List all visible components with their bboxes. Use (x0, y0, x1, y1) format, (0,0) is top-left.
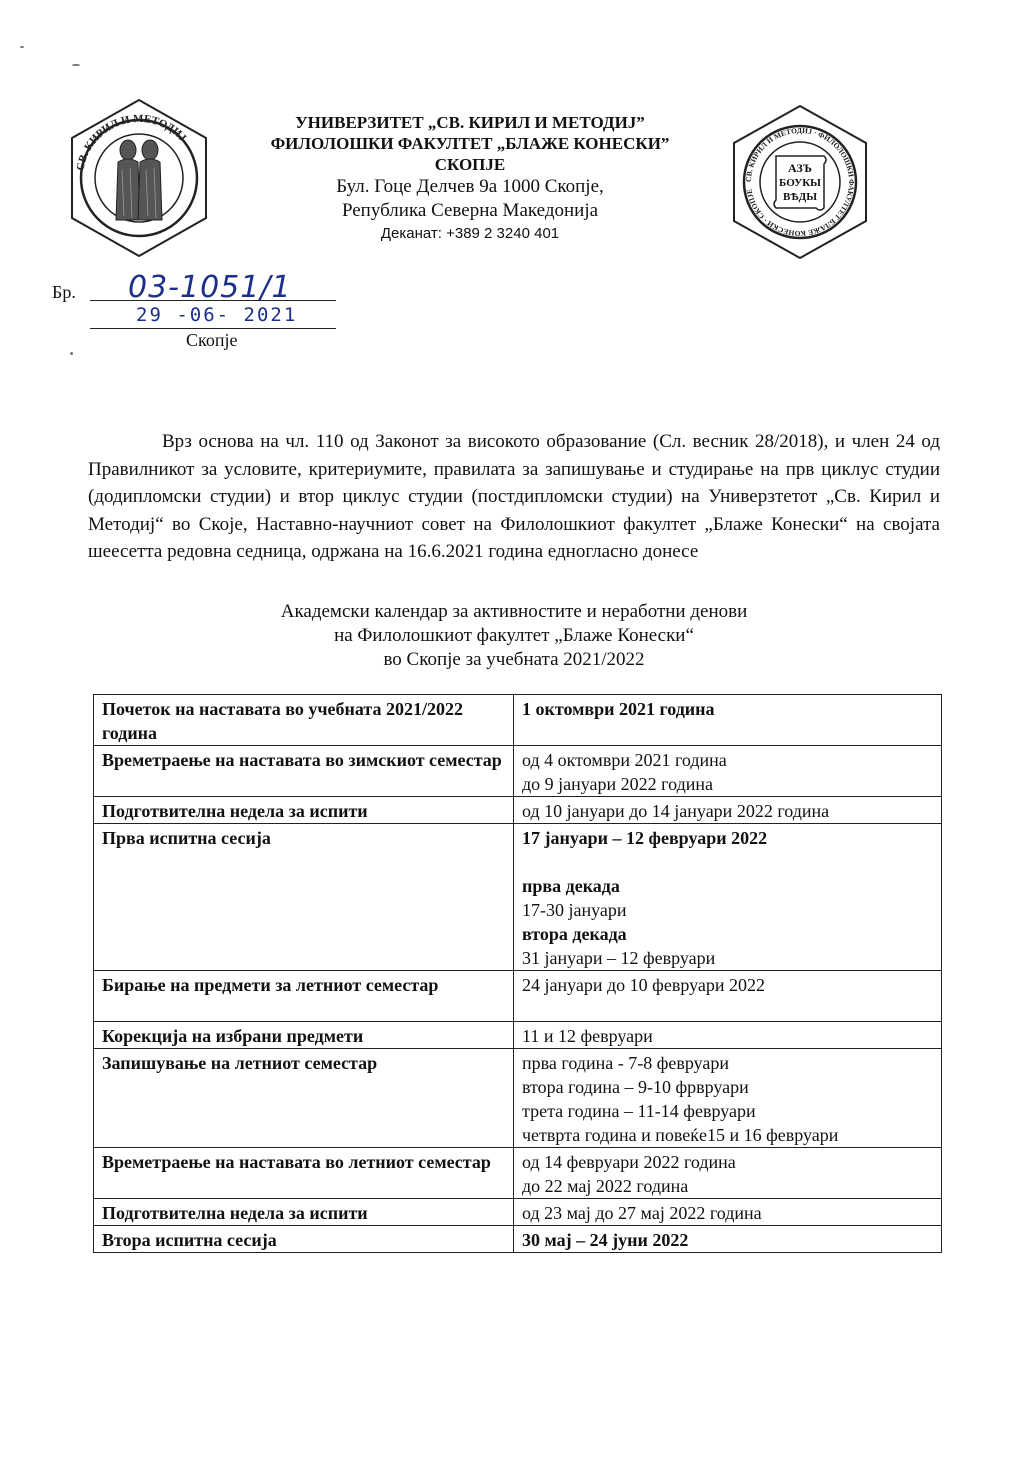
row-label: Бирање на предмети за летниот семестар (94, 971, 514, 1022)
table-row (94, 971, 942, 1022)
row-value (514, 1148, 942, 1199)
value-line: од 4 октомври 2021 година (522, 750, 727, 770)
registration-date-stamp: 29 -06- 2021 (136, 304, 298, 326)
table-row (94, 1199, 942, 1226)
value-line: до 9 јануари 2022 година (522, 774, 713, 794)
country: Република Северна Македонија (341, 200, 599, 221)
registration-place: Скопје (186, 330, 238, 350)
value-line: до 22 мај 2022 година (522, 1176, 689, 1196)
address: Бул. Гоце Делчев 9а 1000 Скопје, (336, 176, 604, 197)
row-value (514, 797, 942, 824)
table-row (94, 746, 942, 797)
value-line: 31 јануари – 12 февруари (522, 948, 716, 968)
scroll-line-3: ВѢДЫ (782, 191, 818, 203)
row-value (514, 746, 942, 797)
row-label: Корекција на избрани предмети (94, 1022, 514, 1049)
value-line: прва декада (522, 876, 620, 896)
calendar-title (88, 600, 940, 672)
row-label: Времетраење на наставата во зимскиот семестар (94, 746, 514, 797)
calendar-title-line: на Филолошкиот факултет „Блаже Конески“ (334, 625, 694, 646)
value-line: трета година – 11-14 февруари (522, 1101, 756, 1121)
registration-line (90, 300, 336, 301)
table-row (94, 1226, 942, 1253)
phone: Деканат: +389 2 3240 401 (380, 225, 560, 242)
value-line: од 10 јануари до 14 јануари 2022 година (522, 801, 830, 821)
table-row (94, 695, 942, 746)
table-row (94, 797, 942, 824)
value-line (522, 850, 933, 874)
row-label: Почеток на наставата во учебната 2021/2022 година (94, 695, 514, 746)
value-line: 17 јануари – 12 февруари 2022 (522, 828, 768, 848)
university-name: УНИВЕРЗИТЕТ „СВ. КИРИЛ И МЕТОДИЈ” (295, 113, 645, 132)
value-line: 17-30 јануари (522, 900, 627, 920)
row-value (514, 824, 942, 971)
scroll-line-1: АЗЪ (788, 161, 812, 175)
row-value (514, 1226, 942, 1253)
registration-number: 03-1051/1 (128, 270, 292, 305)
value-line: 24 јануари до 10 февруари 2022 (522, 975, 765, 995)
table-row (94, 1022, 942, 1049)
scroll-line-2: БОУКЫ (779, 177, 821, 189)
row-value (514, 1022, 942, 1049)
value-line: втора декада (522, 924, 627, 944)
registration-prefix: Бр. (52, 282, 76, 302)
row-label: Прва испитна сесија (94, 824, 514, 971)
intro-paragraph: Врз основа на чл. 110 од Законот за високото образование (Сл. весник 28/2018), и член 24 од Правилникот за условите, критериумите, правилата за запишување и студирање на прв циклус студии (додипломски студии) и втор циклус студии (постдипломски студии) на Универзтетот „Св. Кирил и Методиј“ во Скоје, Наставно-научниот совет на Филолошкиот факултет „Блаже Конески“ на својата шеесетта редовна седница, одржана на 16.6.2021 година едногласно донесе (88, 431, 940, 563)
value-line: втора година – 9-10 фрвруари (522, 1077, 749, 1097)
row-value (514, 1049, 942, 1148)
logo-ring-text: СВ. КИРИЛ И МЕТОДИЈ · ФИЛОЛОШКИ ФАКУЛТЕТ БЛАЖЕ КОНЕСКИ · СКОПЈЕ (743, 125, 857, 239)
value-line: прва година - 7-8 февруари (522, 1053, 729, 1073)
registration-line (90, 328, 336, 329)
letterhead (170, 112, 770, 245)
table-row (94, 1049, 942, 1148)
row-label: Втора испитна сесија (94, 1226, 514, 1253)
value-line: 11 и 12 февруари (522, 1026, 653, 1046)
row-value (514, 971, 942, 1022)
value-line: од 23 мај до 27 мај 2022 година (522, 1203, 762, 1223)
row-value (514, 695, 942, 746)
row-label: Подготвителна недела за испити (94, 1199, 514, 1226)
table-row (94, 824, 942, 971)
scan-speck (70, 352, 73, 355)
value-line: 30 мај – 24 јуни 2022 (522, 1230, 689, 1250)
value-line (522, 997, 933, 1021)
row-label: Времетраење на наставата во летниот семестар (94, 1148, 514, 1199)
academic-calendar-table (93, 694, 942, 1253)
row-value (514, 1199, 942, 1226)
row-label: Запишување на летниот семестар (94, 1049, 514, 1148)
value-line: од 14 февруари 2022 година (522, 1152, 736, 1172)
city-name: СКОПЈЕ (434, 155, 506, 174)
faculty-logo (728, 104, 872, 260)
value-line: 1 октомври 2021 година (522, 699, 715, 719)
value-line: четврта година и повеќе15 и 16 февруари (522, 1125, 839, 1145)
scan-speck (72, 64, 80, 66)
table-row (94, 1148, 942, 1199)
scan-speck (20, 46, 24, 48)
calendar-title-line: Академски календар за активностите и неработни денови (280, 601, 748, 622)
logo-ring-text: СВ. КИРИЛ И МЕТОДИЈ (74, 112, 189, 172)
row-label: Подготвителна недела за испити (94, 797, 514, 824)
calendar-title-line: во Скопје за учебната 2021/2022 (383, 649, 645, 670)
faculty-name: ФИЛОЛОШКИ ФАКУЛТЕТ „БЛАЖЕ КОНЕСКИ” (270, 134, 670, 153)
